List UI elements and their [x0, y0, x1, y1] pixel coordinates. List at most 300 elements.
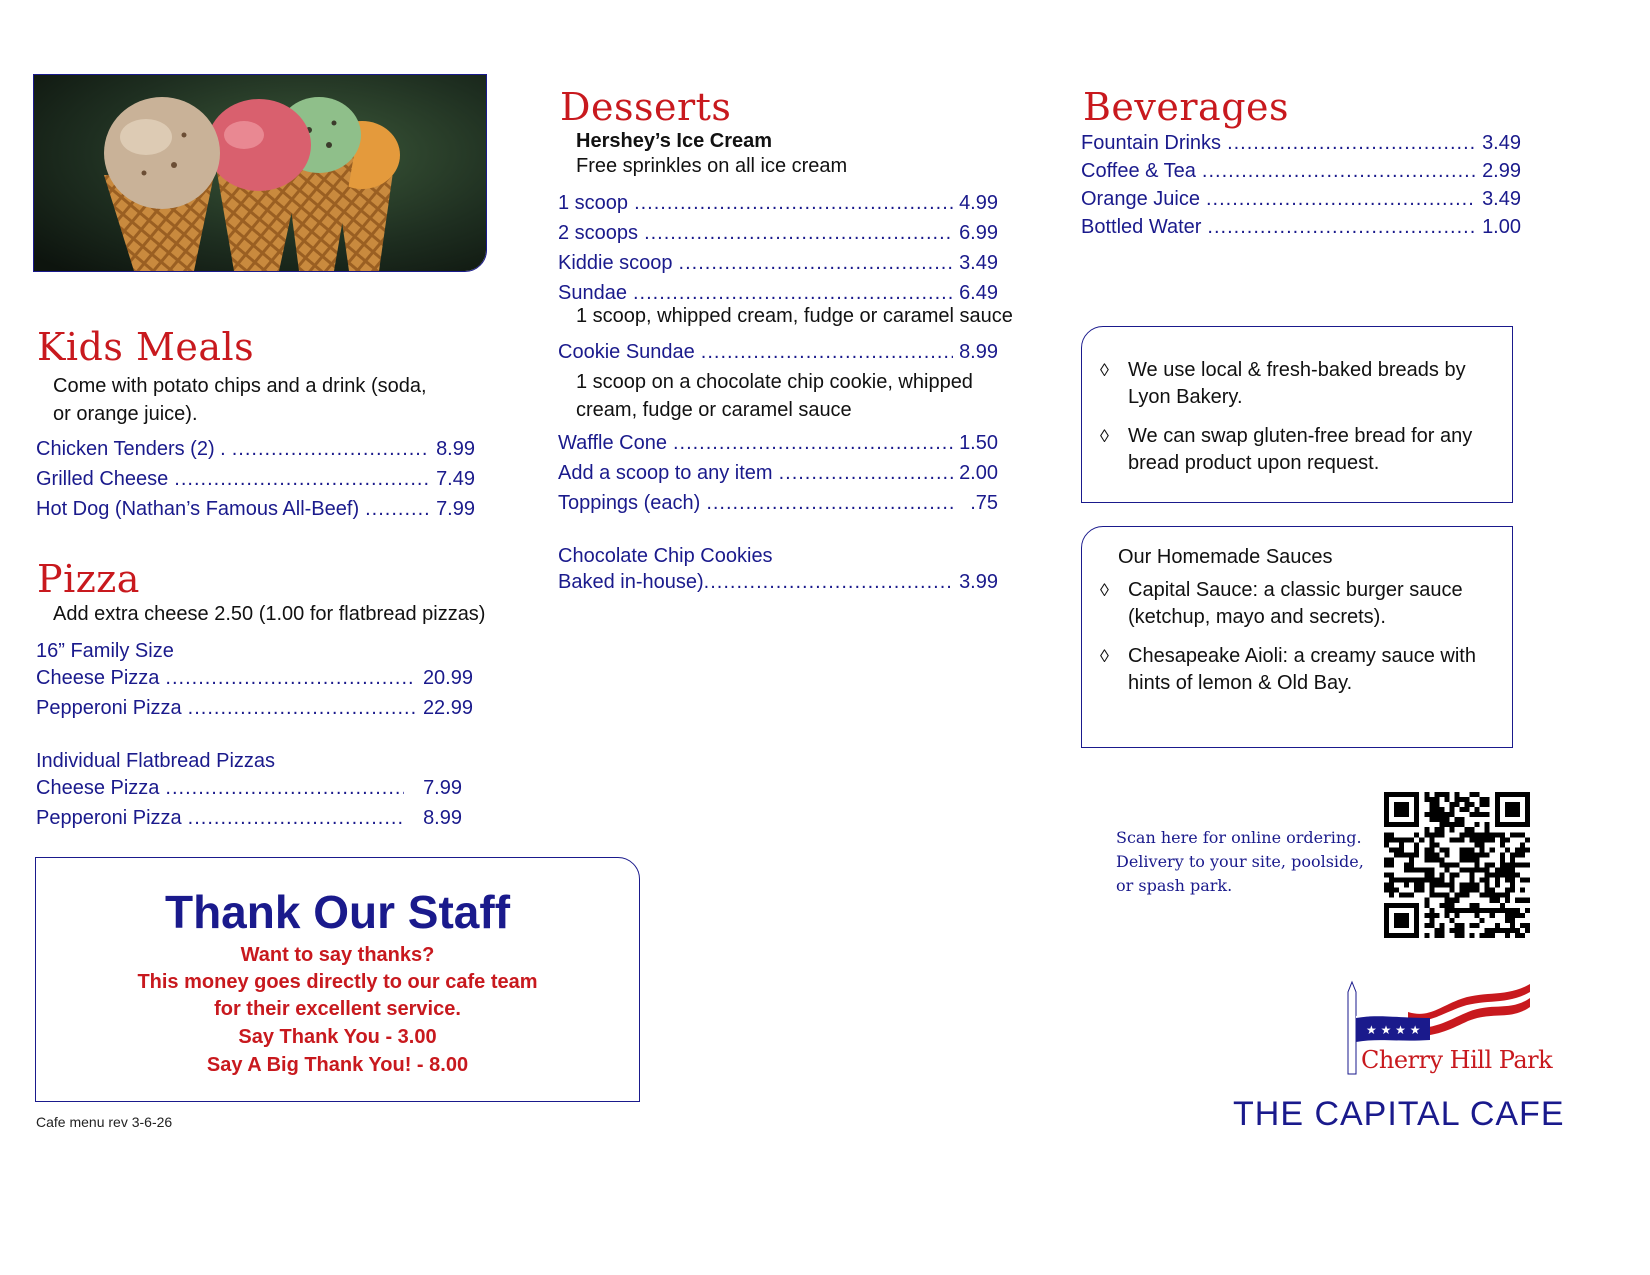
menu-item	[558, 337, 998, 367]
qr-module	[1454, 893, 1459, 898]
item-name: 2 scoops	[558, 222, 639, 244]
qr-module	[1439, 832, 1444, 837]
qr-module	[1520, 878, 1525, 883]
qr-module	[1480, 832, 1485, 837]
qr-module	[1384, 837, 1389, 842]
item-price: 20.99	[422, 667, 473, 689]
qr-module	[1409, 878, 1414, 883]
qr-module	[1460, 933, 1465, 938]
item-price: 1.50	[959, 432, 998, 454]
qr-module	[1419, 837, 1424, 842]
qr-module	[1525, 878, 1530, 883]
qr-module	[1475, 888, 1480, 893]
item-name: Fountain Drinks	[1081, 132, 1222, 154]
qr-module	[1424, 827, 1429, 832]
bullet-text-line2: bread product upon request.	[1128, 452, 1380, 474]
item-price: 8.99	[959, 341, 998, 363]
qr-module	[1389, 832, 1394, 837]
qr-module	[1460, 847, 1465, 852]
qr-module	[1490, 888, 1495, 893]
qr-module	[1470, 792, 1475, 797]
item-name: Toppings (each)	[558, 492, 701, 514]
qr-module	[1505, 802, 1520, 817]
qr-module	[1460, 817, 1465, 822]
qr-module	[1485, 878, 1490, 883]
item-name: Bottled Water	[1081, 216, 1202, 238]
qr-module	[1470, 852, 1475, 857]
qr-module	[1429, 812, 1434, 817]
qr-module	[1475, 837, 1480, 842]
qr-module	[1414, 883, 1419, 888]
qr-module	[1399, 842, 1404, 847]
qr-module	[1465, 847, 1470, 852]
qr-module	[1419, 883, 1424, 888]
qr-module	[1515, 847, 1520, 852]
qr-module	[1449, 827, 1454, 832]
bullet-text-line2: hints of lemon & Old Bay.	[1128, 672, 1353, 694]
qr-module	[1510, 857, 1515, 862]
qr-module	[1429, 837, 1434, 842]
qr-module	[1434, 883, 1439, 888]
thank-staff-option-small: Say Thank You - 3.00	[238, 1026, 437, 1048]
pizza-flatbread-label: Individual Flatbread Pizzas	[36, 750, 276, 772]
qr-module	[1429, 842, 1434, 847]
qr-module	[1454, 802, 1459, 807]
qr-module	[1424, 933, 1429, 938]
qr-module	[1424, 852, 1429, 857]
pizza-family-list	[36, 663, 473, 723]
qr-module	[1384, 832, 1389, 837]
qr-module	[1510, 918, 1515, 923]
menu-item	[558, 428, 998, 458]
qr-module	[1394, 837, 1399, 842]
item-name: Kiddie scoop	[558, 252, 673, 274]
qr-module	[1465, 888, 1470, 893]
qr-module	[1475, 852, 1480, 857]
qr-module	[1520, 933, 1525, 938]
qr-module	[1444, 817, 1449, 822]
qr-module	[1449, 888, 1454, 893]
menu-item	[36, 773, 462, 803]
qr-module	[1485, 827, 1490, 832]
qr-module	[1384, 873, 1389, 878]
qr-module	[1444, 893, 1449, 898]
qr-module	[1470, 837, 1475, 842]
qr-module	[1409, 852, 1414, 857]
qr-module	[1465, 868, 1470, 873]
qr-module	[1500, 868, 1505, 873]
beverages-title: Beverages	[1083, 85, 1290, 129]
qr-module	[1419, 878, 1424, 883]
qr-module	[1409, 837, 1414, 842]
qr-module	[1434, 812, 1439, 817]
qr-module	[1515, 933, 1520, 938]
qr-module	[1500, 832, 1505, 837]
bread-info-bullet	[1082, 423, 1512, 477]
qr-module	[1424, 847, 1429, 852]
menu-item	[36, 434, 475, 464]
qr-module	[1485, 837, 1490, 842]
item-name: Cheese Pizza	[36, 667, 160, 689]
kids-meals-list	[36, 434, 475, 524]
qr-module	[1439, 928, 1444, 933]
bullet-text-line2: Lyon Bakery.	[1128, 386, 1243, 408]
qr-module	[1505, 908, 1510, 913]
item-name: Baked in-house)	[558, 571, 704, 593]
sauces-box	[1081, 526, 1513, 748]
qr-module	[1429, 918, 1434, 923]
qr-module	[1485, 852, 1490, 857]
item-name: Grilled Cheese	[36, 468, 169, 490]
qr-module	[1475, 832, 1480, 837]
qr-module	[1485, 802, 1490, 807]
qr-module	[1454, 837, 1459, 842]
qr-module	[1475, 923, 1480, 928]
qr-module	[1490, 862, 1495, 867]
menu-item	[36, 663, 473, 693]
thank-staff-option-big: Say A Big Thank You! - 8.00	[206, 1054, 469, 1076]
menu-item	[558, 458, 998, 488]
qr-module	[1475, 913, 1480, 918]
qr-module	[1495, 928, 1500, 933]
qr-module	[1490, 933, 1495, 938]
qr-module	[1475, 822, 1480, 827]
qr-module	[1394, 878, 1399, 883]
qr-module	[1480, 908, 1485, 913]
qr-module	[1485, 832, 1490, 837]
qr-module	[1505, 862, 1510, 867]
diamond-bullet-icon: ◊	[1100, 646, 1109, 666]
qr-module	[1439, 822, 1444, 827]
qr-module	[1409, 862, 1414, 867]
qr-module	[1434, 817, 1439, 822]
sauces-title: Our Homemade Sauces	[1118, 546, 1333, 568]
qr-module	[1460, 893, 1465, 898]
qr-module	[1389, 878, 1394, 883]
qr-module	[1429, 883, 1434, 888]
qr-module	[1510, 923, 1515, 928]
qr-module	[1444, 797, 1449, 802]
qr-module	[1515, 913, 1520, 918]
qr-module	[1434, 928, 1439, 933]
qr-module	[1424, 873, 1429, 878]
qr-module	[1414, 868, 1419, 873]
item-name: Add a scoop to any item	[558, 462, 773, 484]
qr-module	[1434, 857, 1439, 862]
qr-module	[1510, 878, 1515, 883]
item-price: .75	[970, 492, 998, 514]
qr-module	[1470, 847, 1475, 852]
qr-module	[1470, 903, 1475, 908]
qr-module	[1485, 868, 1490, 873]
qr-module	[1389, 862, 1394, 867]
ice-cream-photo	[33, 74, 487, 272]
qr-module	[1449, 807, 1454, 812]
qr-module	[1515, 873, 1520, 878]
qr-module	[1429, 832, 1434, 837]
qr-module	[1525, 862, 1530, 867]
qr-module	[1434, 807, 1439, 812]
qr-module	[1460, 908, 1465, 913]
qr-module	[1434, 832, 1439, 837]
qr-module	[1515, 852, 1520, 857]
qr-module	[1429, 913, 1434, 918]
qr-module	[1520, 852, 1525, 857]
qr-module	[1480, 797, 1485, 802]
qr-module	[1444, 822, 1449, 827]
qr-module	[1460, 822, 1465, 827]
bread-info-bullet	[1082, 357, 1512, 411]
qr-module	[1470, 812, 1475, 817]
qr-module	[1520, 847, 1525, 852]
qr-module	[1434, 827, 1439, 832]
qr-module	[1480, 878, 1485, 883]
qr-module	[1460, 923, 1465, 928]
qr-module	[1460, 883, 1465, 888]
qr-module	[1439, 878, 1444, 883]
qr-module	[1444, 903, 1449, 908]
qr-module	[1495, 873, 1500, 878]
qr-module	[1454, 822, 1459, 827]
qr-module	[1470, 857, 1475, 862]
qr-module	[1485, 873, 1490, 878]
qr-module	[1429, 923, 1434, 928]
qr-module	[1444, 852, 1449, 857]
qr-module	[1470, 802, 1475, 807]
qr-module	[1384, 883, 1389, 888]
qr-module	[1480, 847, 1485, 852]
menu-item	[36, 464, 475, 494]
qr-module	[1429, 888, 1434, 893]
qr-module	[1470, 832, 1475, 837]
qr-module	[1505, 847, 1510, 852]
item-name: Coffee & Tea	[1081, 160, 1196, 182]
qr-text-line1: Scan here for online ordering.	[1116, 828, 1362, 847]
cookie-sundae-note-line1: 1 scoop on a chocolate chip cookie, whipped	[576, 371, 973, 393]
qr-module	[1439, 903, 1444, 908]
pizza-title: Pizza	[37, 557, 140, 601]
qr-module	[1404, 893, 1409, 898]
qr-module	[1429, 873, 1434, 878]
item-name: Cheese Pizza	[36, 777, 160, 799]
qr-module	[1460, 928, 1465, 933]
qr-module	[1424, 797, 1429, 802]
item-name: Pepperoni Pizza	[36, 807, 182, 829]
qr-module	[1495, 878, 1500, 883]
qr-module	[1444, 862, 1449, 867]
qr-module	[1454, 908, 1459, 913]
ice-cream-cones-image	[34, 75, 486, 271]
qr-module	[1485, 862, 1490, 867]
qr-module	[1424, 812, 1429, 817]
qr-module	[1399, 893, 1404, 898]
item-price: 8.99	[423, 807, 462, 829]
qr-module	[1424, 923, 1429, 928]
qr-module	[1495, 832, 1500, 837]
menu-item	[558, 218, 998, 248]
qr-module	[1460, 807, 1465, 812]
qr-module	[1424, 898, 1429, 903]
beverages-list	[1081, 129, 1521, 241]
menu-item	[36, 803, 462, 833]
qr-module	[1444, 908, 1449, 913]
qr-code-icon[interactable]	[1384, 792, 1530, 938]
qr-module	[1444, 883, 1449, 888]
item-name: Pepperoni Pizza	[36, 697, 182, 719]
qr-module	[1510, 868, 1515, 873]
qr-module	[1470, 878, 1475, 883]
qr-module	[1460, 852, 1465, 857]
qr-module	[1505, 873, 1510, 878]
qr-module	[1454, 792, 1459, 797]
park-name: Cherry Hill Park	[1361, 1046, 1553, 1074]
pizza-note: Add extra cheese 2.50 (1.00 for flatbread pizzas)	[53, 603, 486, 625]
qr-module	[1500, 873, 1505, 878]
qr-module	[1384, 888, 1389, 893]
qr-module	[1495, 923, 1500, 928]
qr-module	[1475, 868, 1480, 873]
qr-module	[1470, 883, 1475, 888]
qr-module	[1439, 857, 1444, 862]
item-name: Chicken Tenders (2) .	[36, 438, 226, 460]
qr-text-line2: Delivery to your site, poolside,	[1116, 852, 1364, 871]
qr-module	[1475, 883, 1480, 888]
qr-module	[1525, 923, 1530, 928]
qr-module	[1505, 888, 1510, 893]
item-price: 3.49	[1482, 132, 1521, 154]
qr-module	[1414, 832, 1419, 837]
qr-module	[1510, 832, 1515, 837]
qr-module	[1475, 807, 1480, 812]
qr-module	[1389, 873, 1394, 878]
qr-module	[1470, 827, 1475, 832]
qr-module	[1475, 842, 1480, 847]
qr-module	[1480, 812, 1485, 817]
qr-module	[1460, 868, 1465, 873]
qr-module	[1394, 852, 1399, 857]
qr-module	[1475, 792, 1480, 797]
qr-module	[1429, 807, 1434, 812]
item-price: 7.49	[436, 468, 475, 490]
menu-item	[558, 488, 998, 518]
bullet-text-line1: We can swap gluten-free bread for any	[1128, 425, 1473, 447]
bullet-text-line1: We use local & fresh-baked breads by	[1128, 359, 1466, 381]
qr-module	[1485, 888, 1490, 893]
qr-module	[1470, 873, 1475, 878]
sauce-bullet	[1082, 577, 1512, 631]
qr-module	[1465, 832, 1470, 837]
qr-module	[1424, 857, 1429, 862]
qr-module	[1480, 837, 1485, 842]
menu-item	[1081, 185, 1521, 213]
sauce-bullet	[1082, 643, 1512, 697]
qr-module	[1444, 898, 1449, 903]
qr-module	[1510, 883, 1515, 888]
qr-module	[1394, 888, 1399, 893]
qr-module	[1500, 862, 1505, 867]
qr-module	[1510, 873, 1515, 878]
qr-module	[1434, 933, 1439, 938]
qr-module	[1460, 832, 1465, 837]
qr-module	[1444, 847, 1449, 852]
qr-module	[1389, 893, 1394, 898]
qr-module	[1429, 817, 1434, 822]
qr-module	[1520, 888, 1525, 893]
qr-module	[1505, 878, 1510, 883]
item-price: 6.99	[959, 222, 998, 244]
qr-module	[1485, 928, 1490, 933]
qr-module	[1505, 837, 1510, 842]
qr-module	[1465, 908, 1470, 913]
menu-item	[558, 567, 998, 597]
qr-module	[1510, 908, 1515, 913]
qr-module	[1409, 893, 1414, 898]
qr-module	[1465, 852, 1470, 857]
qr-module	[1470, 908, 1475, 913]
item-name: Sundae	[558, 282, 627, 304]
qr-module	[1449, 898, 1454, 903]
qr-module	[1465, 857, 1470, 862]
qr-module	[1414, 888, 1419, 893]
menu-item	[36, 494, 475, 524]
qr-module	[1495, 893, 1500, 898]
qr-module	[1485, 908, 1490, 913]
bullet-text-line1: Capital Sauce: a classic burger sauce	[1128, 579, 1463, 601]
qr-module	[1500, 893, 1505, 898]
item-price: 8.99	[436, 438, 475, 460]
qr-module	[1419, 888, 1424, 893]
qr-module	[1384, 857, 1389, 862]
qr-module	[1460, 857, 1465, 862]
qr-module	[1495, 868, 1500, 873]
qr-module	[1490, 913, 1495, 918]
qr-module	[1449, 822, 1454, 827]
qr-module	[1505, 898, 1510, 903]
qr-module	[1429, 908, 1434, 913]
qr-module	[1505, 868, 1510, 873]
qr-module	[1439, 873, 1444, 878]
qr-module	[1434, 852, 1439, 857]
item-price: 1.00	[1482, 216, 1521, 238]
desserts-brand-note: Free sprinkles on all ice cream	[576, 155, 848, 177]
qr-module	[1429, 847, 1434, 852]
qr-module	[1404, 852, 1409, 857]
qr-module	[1444, 812, 1449, 817]
qr-module	[1389, 837, 1394, 842]
desserts-brand: Hershey’s Ice Cream	[576, 130, 773, 152]
qr-module	[1429, 802, 1434, 807]
qr-module	[1490, 898, 1495, 903]
qr-module	[1500, 903, 1505, 908]
qr-module	[1424, 913, 1429, 918]
qr-module	[1460, 797, 1465, 802]
qr-module	[1389, 847, 1394, 852]
qr-module	[1500, 908, 1505, 913]
item-price: 7.99	[423, 777, 462, 799]
qr-module	[1460, 837, 1465, 842]
qr-module	[1500, 852, 1505, 857]
qr-module	[1490, 832, 1495, 837]
qr-module	[1480, 852, 1485, 857]
qr-module	[1394, 913, 1409, 928]
item-name: Waffle Cone	[558, 432, 667, 454]
qr-module	[1520, 913, 1525, 918]
bullet-text-line2: (ketchup, mayo and secrets).	[1128, 606, 1386, 628]
item-price: 2.99	[1482, 160, 1521, 182]
qr-module	[1454, 797, 1459, 802]
qr-module	[1515, 862, 1520, 867]
item-price: 6.49	[959, 282, 998, 304]
